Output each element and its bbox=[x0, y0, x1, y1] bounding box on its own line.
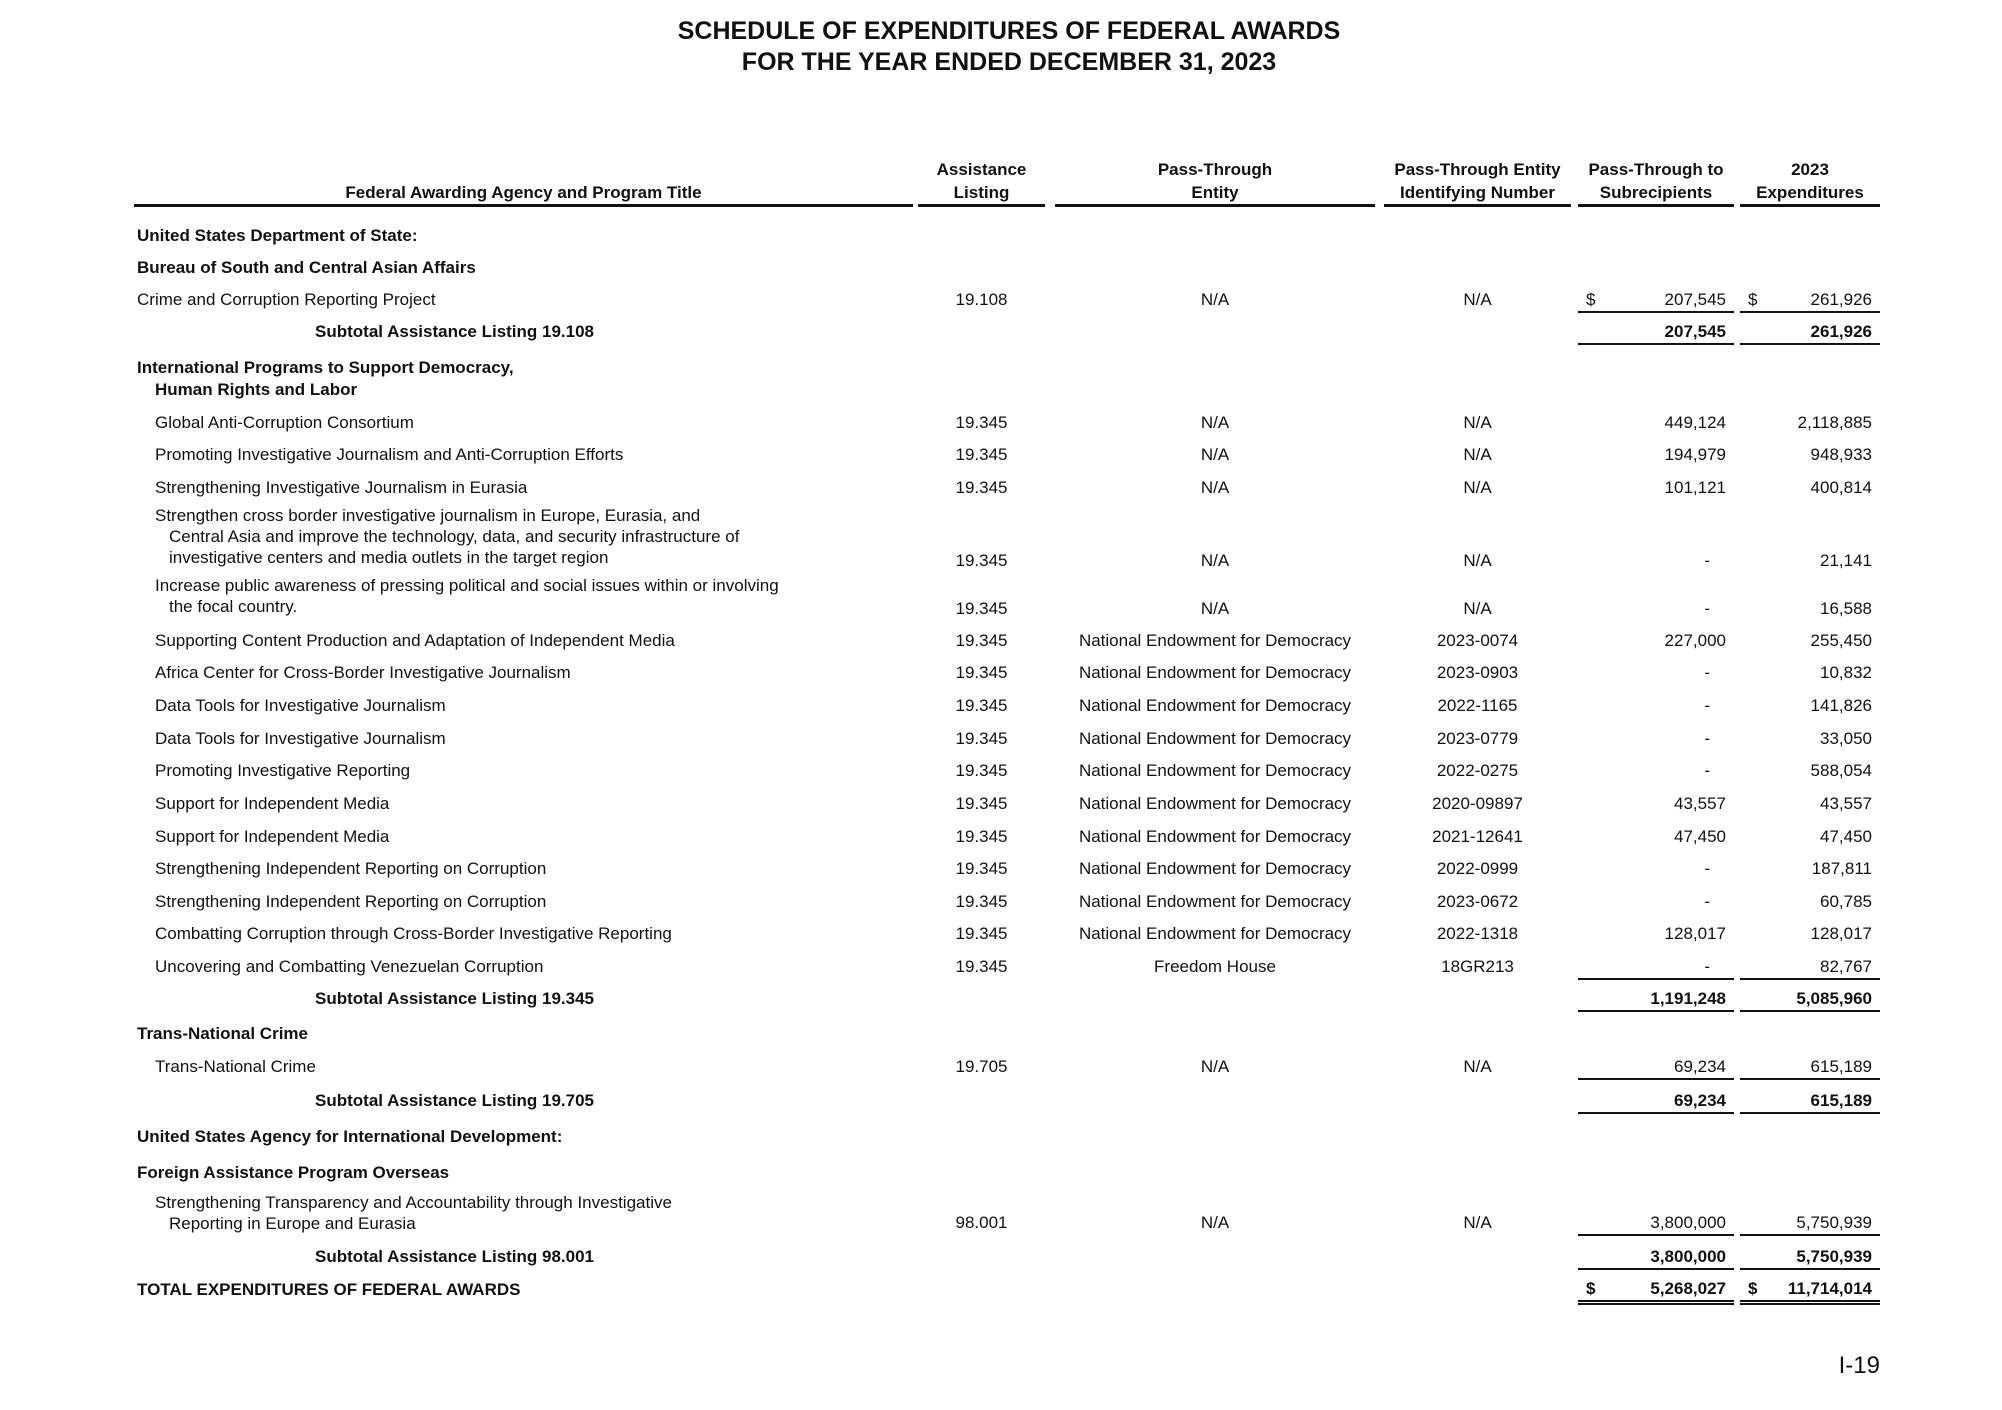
assistance-listing: 19.345 bbox=[955, 859, 1008, 878]
program-title: Crime and Corruption Reporting Project bbox=[137, 290, 436, 309]
subtotal-subrecipients: 3,800,000 bbox=[1578, 1246, 1734, 1270]
identifying-number: 2023-0074 bbox=[1436, 631, 1519, 650]
subrecipients-amount: 69,234 bbox=[1578, 1056, 1734, 1080]
title-line-1: SCHEDULE OF EXPENDITURES OF FEDERAL AWARDS bbox=[677, 17, 1341, 45]
assistance-listing: 19.345 bbox=[955, 794, 1008, 813]
subrecipients-amount: 449,124 bbox=[1664, 413, 1726, 432]
program-title: Combatting Corruption through Cross-Border Investigative Reporting bbox=[155, 924, 672, 943]
header-assistance-listing: Assistance Listing bbox=[918, 158, 1045, 207]
expenditures-amount: 60,785 bbox=[1820, 892, 1872, 911]
pass-through-entity: National Endowment for Democracy bbox=[1078, 859, 1352, 878]
subtotal-subrecipients: 1,191,248 bbox=[1578, 988, 1734, 1012]
subtotal-expenditures: 5,085,960 bbox=[1740, 988, 1880, 1012]
identifying-number: 2022-1165 bbox=[1437, 696, 1518, 715]
section-state-department: United States Department of State: bbox=[137, 226, 418, 245]
expenditures-amount: 5,750,939 bbox=[1740, 1212, 1880, 1236]
pass-through-entity: National Endowment for Democracy bbox=[1078, 827, 1352, 846]
expenditures-amount: 47,450 bbox=[1820, 827, 1872, 846]
expenditures-amount: 948,933 bbox=[1810, 445, 1872, 464]
program-title: Uncovering and Combatting Venezuelan Corruption bbox=[155, 957, 544, 976]
assistance-listing: 19.345 bbox=[955, 957, 1008, 976]
program-title: Support for Independent Media bbox=[155, 794, 390, 813]
identifying-number: N/A bbox=[1463, 1213, 1492, 1232]
program-title: Trans-National Crime bbox=[155, 1057, 316, 1076]
subrecipients-amount: 128,017 bbox=[1664, 924, 1726, 943]
subrecipients-amount: - bbox=[1704, 729, 1710, 748]
total-expenditures: $ 11,714,014 bbox=[1740, 1278, 1880, 1305]
header-pass-through-entity: Pass-Through Entity bbox=[1055, 158, 1375, 207]
identifying-number: N/A bbox=[1463, 413, 1492, 432]
program-title: Africa Center for Cross-Border Investigative Journalism bbox=[155, 663, 571, 682]
total-subrecipients: $ 5,268,027 bbox=[1578, 1278, 1734, 1305]
dollar-sign: $ bbox=[1748, 1279, 1758, 1298]
pass-through-entity: National Endowment for Democracy bbox=[1078, 761, 1352, 780]
identifying-number: 2022-1318 bbox=[1436, 924, 1519, 943]
section-usaid: United States Agency for International Development: bbox=[137, 1127, 563, 1146]
subrecipients-amount: 43,557 bbox=[1674, 794, 1726, 813]
pass-through-entity: National Endowment for Democracy bbox=[1078, 631, 1352, 650]
program-title: Increase public awareness of pressing political and social issues within or involving the focal country. bbox=[155, 576, 779, 616]
header-program-title: Federal Awarding Agency and Program Title bbox=[134, 181, 913, 207]
subtotal-expenditures: 261,926 bbox=[1740, 321, 1880, 345]
title-line-2: FOR THE YEAR ENDED DECEMBER 31, 2023 bbox=[741, 48, 1277, 76]
program-title: Strengthening Independent Reporting on Corruption bbox=[155, 859, 547, 878]
identifying-number: 2022-0999 bbox=[1436, 859, 1519, 878]
assistance-listing: 19.345 bbox=[955, 827, 1008, 846]
header-subrecipients: Pass-Through to Subrecipients bbox=[1578, 158, 1734, 207]
identifying-number: 2021-12641 bbox=[1432, 827, 1523, 846]
assistance-listing: 19.345 bbox=[955, 413, 1008, 432]
document-title bbox=[0, 16, 2002, 78]
assistance-listing: 19.705 bbox=[955, 1057, 1008, 1076]
expenditures-amount: 43,557 bbox=[1820, 794, 1872, 813]
expenditures-amount: $ 261,926 bbox=[1740, 289, 1880, 313]
program-title: Strengthening Investigative Journalism in Eurasia bbox=[155, 478, 528, 497]
expenditures-amount: 33,050 bbox=[1820, 729, 1872, 748]
assistance-listing: 19.345 bbox=[955, 892, 1008, 911]
assistance-listing: 19.345 bbox=[955, 599, 1008, 618]
subrecipients-amount: - bbox=[1704, 859, 1710, 878]
assistance-listing: 19.345 bbox=[955, 663, 1008, 682]
subtotal-label: Subtotal Assistance Listing 19.345 bbox=[315, 989, 595, 1008]
pass-through-entity: National Endowment for Democracy bbox=[1078, 729, 1352, 748]
expenditures-amount: 128,017 bbox=[1810, 924, 1872, 943]
pass-through-entity: National Endowment for Democracy bbox=[1078, 663, 1352, 682]
section-south-central-asian-affairs: Bureau of South and Central Asian Affairs bbox=[137, 258, 476, 277]
subrecipients-amount: - bbox=[1704, 551, 1710, 570]
subrecipients-amount: - bbox=[1704, 696, 1710, 715]
subrecipients-amount: 47,450 bbox=[1674, 827, 1726, 846]
assistance-listing: 98.001 bbox=[955, 1213, 1008, 1232]
total-label: TOTAL EXPENDITURES OF FEDERAL AWARDS bbox=[137, 1280, 521, 1299]
expenditures-amount: 588,054 bbox=[1810, 761, 1872, 780]
subrecipients-amount: - bbox=[1704, 892, 1710, 911]
pass-through-entity: National Endowment for Democracy bbox=[1078, 924, 1352, 943]
subrecipients-amount: - bbox=[1704, 599, 1710, 618]
assistance-listing: 19.345 bbox=[955, 729, 1008, 748]
assistance-listing: 19.345 bbox=[955, 631, 1008, 650]
header-expenditures: 2023 Expenditures bbox=[1740, 158, 1880, 207]
expenditures-amount: 400,814 bbox=[1810, 478, 1872, 497]
subtotal-label: Subtotal Assistance Listing 19.108 bbox=[315, 322, 595, 341]
section-foreign-assistance-program: Foreign Assistance Program Overseas bbox=[137, 1163, 450, 1182]
pass-through-entity: N/A bbox=[1200, 1057, 1230, 1076]
subrecipients-amount: - bbox=[1704, 761, 1710, 780]
section-trans-national-crime: Trans-National Crime bbox=[137, 1024, 308, 1043]
expenditures-amount: 255,450 bbox=[1810, 631, 1872, 650]
identifying-number: N/A bbox=[1463, 478, 1492, 497]
subrecipients-amount: - bbox=[1578, 956, 1734, 980]
program-title: Support for Independent Media bbox=[155, 827, 390, 846]
pass-through-entity: N/A bbox=[1200, 413, 1230, 432]
subtotal-label: Subtotal Assistance Listing 98.001 bbox=[315, 1247, 595, 1266]
assistance-listing: 19.345 bbox=[955, 696, 1008, 715]
dollar-sign: $ bbox=[1586, 290, 1596, 309]
identifying-number: 2022-0275 bbox=[1436, 761, 1519, 780]
pass-through-entity: N/A bbox=[1200, 478, 1230, 497]
program-title: Data Tools for Investigative Journalism bbox=[155, 696, 446, 715]
subrecipients-amount: 3,800,000 bbox=[1578, 1212, 1734, 1236]
pass-through-entity: National Endowment for Democracy bbox=[1078, 696, 1352, 715]
subrecipients-amount: $ 207,545 bbox=[1578, 289, 1734, 313]
identifying-number: N/A bbox=[1463, 290, 1492, 309]
pass-through-entity: N/A bbox=[1200, 290, 1230, 309]
pass-through-entity: N/A bbox=[1200, 551, 1230, 570]
subtotal-expenditures: 5,750,939 bbox=[1740, 1246, 1880, 1270]
subrecipients-amount: - bbox=[1704, 663, 1710, 682]
program-title: Data Tools for Investigative Journalism bbox=[155, 729, 446, 748]
assistance-listing: 19.345 bbox=[955, 924, 1008, 943]
subrecipients-amount: 101,121 bbox=[1664, 478, 1726, 497]
program-title: Strengthening Transparency and Accountability through Investigative Reporting in Europe and Eurasia bbox=[155, 1193, 672, 1233]
identifying-number: N/A bbox=[1463, 445, 1492, 464]
program-title: Global Anti-Corruption Consortium bbox=[155, 413, 414, 432]
dollar-sign: $ bbox=[1748, 290, 1758, 309]
assistance-listing: 19.345 bbox=[955, 478, 1008, 497]
identifying-number: 2023-0903 bbox=[1436, 663, 1519, 682]
identifying-number: 2020-09897 bbox=[1432, 794, 1523, 813]
expenditures-amount: 2,118,885 bbox=[1797, 413, 1872, 432]
header-identifying-number: Pass-Through Entity Identifying Number bbox=[1384, 158, 1571, 207]
program-title: Supporting Content Production and Adaptation of Independent Media bbox=[155, 631, 675, 650]
expenditures-amount: 187,811 bbox=[1811, 859, 1872, 878]
pass-through-entity: N/A bbox=[1200, 1213, 1230, 1232]
section-democracy-human-rights-labor: International Programs to Support Democracy, Human Rights and Labor bbox=[137, 358, 514, 399]
program-title: Promoting Investigative Journalism and Anti-Corruption Efforts bbox=[155, 445, 624, 464]
subtotal-subrecipients: 69,234 bbox=[1578, 1090, 1734, 1114]
assistance-listing: 19.108 bbox=[955, 290, 1008, 309]
page-number: I-19 bbox=[1838, 1352, 1880, 1379]
subtotal-expenditures: 615,189 bbox=[1740, 1090, 1880, 1114]
dollar-sign: $ bbox=[1586, 1279, 1596, 1298]
subtotal-label: Subtotal Assistance Listing 19.705 bbox=[315, 1091, 595, 1110]
identifying-number: 2023-0779 bbox=[1436, 729, 1519, 748]
program-title: Promoting Investigative Reporting bbox=[155, 761, 411, 780]
pass-through-entity: Freedom House bbox=[1154, 957, 1276, 976]
subrecipients-amount: 194,979 bbox=[1664, 445, 1726, 464]
assistance-listing: 19.345 bbox=[955, 445, 1008, 464]
subrecipients-amount: 227,000 bbox=[1664, 631, 1726, 650]
identifying-number: N/A bbox=[1463, 1057, 1492, 1076]
expenditures-amount: 10,832 bbox=[1820, 663, 1872, 682]
identifying-number: N/A bbox=[1463, 551, 1492, 570]
identifying-number: N/A bbox=[1463, 599, 1492, 618]
assistance-listing: 19.345 bbox=[955, 761, 1008, 780]
identifying-number: 18GR213 bbox=[1441, 957, 1514, 976]
program-title: Strengthening Independent Reporting on Corruption bbox=[155, 892, 547, 911]
expenditures-amount: 82,767 bbox=[1740, 956, 1880, 980]
pass-through-entity: National Endowment for Democracy bbox=[1078, 794, 1352, 813]
pass-through-entity: N/A bbox=[1200, 445, 1230, 464]
identifying-number: 2023-0672 bbox=[1436, 892, 1519, 911]
pass-through-entity: N/A bbox=[1200, 599, 1230, 618]
subtotal-subrecipients: 207,545 bbox=[1578, 321, 1734, 345]
program-title: Strengthen cross border investigative journalism in Europe, Eurasia, and Central Asia and improve the technology, data, and security infrastructure of investigative centers and media outlets in the target region bbox=[155, 506, 740, 567]
assistance-listing: 19.345 bbox=[955, 551, 1008, 570]
expenditures-amount: 615,189 bbox=[1740, 1056, 1880, 1080]
pass-through-entity: National Endowment for Democracy bbox=[1078, 892, 1352, 911]
expenditures-amount: 16,588 bbox=[1820, 599, 1872, 618]
expenditures-amount: 21,141 bbox=[1820, 551, 1872, 570]
expenditures-amount: 141,826 bbox=[1810, 696, 1872, 715]
